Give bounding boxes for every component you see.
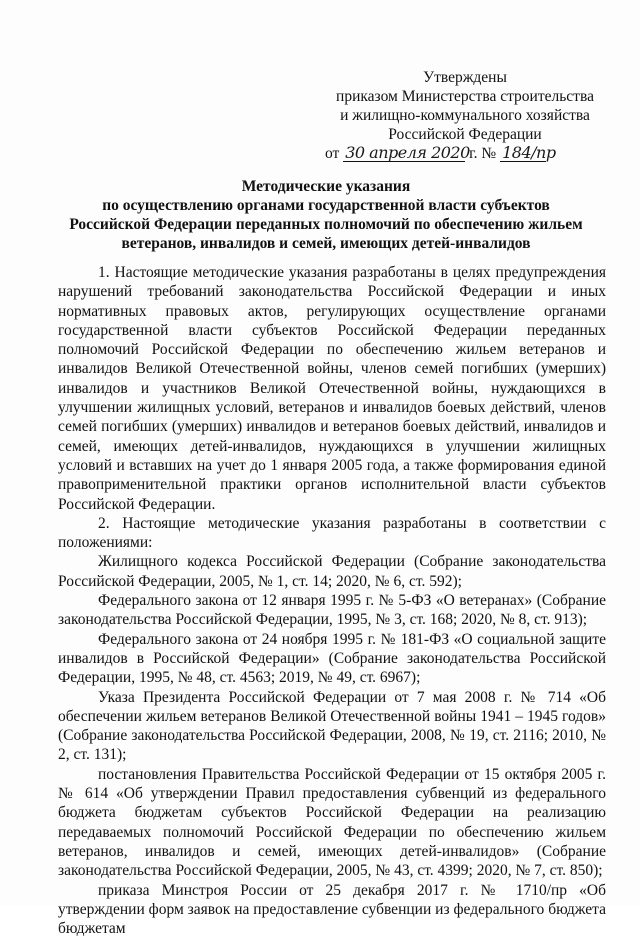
paragraph-government-resolution: постановления Правительства Российской Федерации от 15 октября 2005 г. № 614 «Об утверждении Правил предоставления субвенций из федерального бюджета бюджетам субъектов Российской Федерации на реализацию передаваемых полномочий Российской Федерации по обеспечению жильем ветеранов, инвалидов и семей, имеющих детей-инвалидов» (Собрание законодательства Российской Федерации, 2005, № 43, ст. 4399; 2020, № 7, ст. 850); <box>58 765 606 881</box>
number-prefix: г. № <box>469 145 496 162</box>
title-line-4: ветеранов, инвалидов и семей, имеющих детей-инвалидов <box>56 234 596 253</box>
date-prefix: от <box>325 145 339 162</box>
title-line-1: Методические указания <box>56 177 596 196</box>
approval-date-line <box>325 144 600 163</box>
document-title <box>56 177 596 253</box>
approval-line-3: и жилищно-коммунального хозяйства <box>330 106 600 125</box>
paragraph-presidential-decree: Указа Президента Российской Федерации от 7 мая 2008 г. № 714 «Об обеспечении жильем ветеранов Великой Отечественной войны 1941 – 1945 годов» (Собрание законодательства Российской Федерации, 2008, № 19, ст. 2116; 2010, № 2, ст. 131); <box>58 688 606 765</box>
approval-line-2: приказом Министерства строительства <box>330 87 600 106</box>
paragraph-minstroy-order: приказа Минстроя России от 25 декабря 2017 г. № 1710/пр «Об утверждении форм заявок на предоставление субвенции из федерального бюджета бюджетам <box>58 881 606 938</box>
document-body <box>58 263 606 938</box>
paragraph-law-disabled: Федерального закона от 24 ноября 1995 г. № 181-ФЗ «О социальной защите инвалидов в Российской Федерации» (Собрание законодательства Российской Федерации, 1995, № 48, ст. 4563; 2019, № 49, ст. 6967); <box>58 630 606 688</box>
paragraph-2: 2. Настоящие методические указания разработаны в соответствии с положениями: <box>58 514 606 553</box>
approval-line-4: Российской Федерации <box>330 125 600 144</box>
paragraph-1: 1. Настоящие методические указания разработаны в целях предупреждения нарушений требований законодательства Российской Федерации и иных нормативных правовых актов, регулирующих осуществление органами государственной власти субъектов Российской Федерации переданных полномочий Российской Федерации по обеспечению жильем ветеранов и инвалидов Великой Отечественной войны, членов семей погибших (умерших) инвалидов и участников Великой Отечественной войны, нуждающихся в улучшении жилищных условий, ветеранов и инвалидов боевых действий, членов семей погибших (умерших) инвалидов и ветеранов боевых действий, инвалидов и семей, имеющих детей-инвалидов, нуждающихся в улучшении жилищных условий и вставших на учет до 1 января 2005 года, а также формирования единой правоприменительной практики органов исполнительной власти субъектов Российской Федерации. <box>58 263 606 514</box>
handwritten-date: 30 апреля 2020 <box>343 145 465 162</box>
paragraph-law-veterans: Федерального закона от 12 января 1995 г. № 5-ФЗ «О ветеранах» (Собрание законодательства Российской Федерации, 1995, № 3, ст. 168; 2020, № 8, ст. 913); <box>58 591 606 630</box>
paragraph-housing-code: Жилищного кодекса Российской Федерации (Собрание законодательства Российской Федерации, 2005, № 1, ст. 14; 2020, № 6, ст. 592); <box>58 552 606 591</box>
approval-line-1: Утверждены <box>330 68 600 87</box>
title-line-2: по осуществлению органами государственной власти субъектов <box>56 196 596 215</box>
handwritten-number: 184/пр <box>500 145 546 162</box>
title-line-3: Российской Федерации переданных полномочий по обеспечению жильем <box>56 215 596 234</box>
approval-block <box>330 68 600 163</box>
